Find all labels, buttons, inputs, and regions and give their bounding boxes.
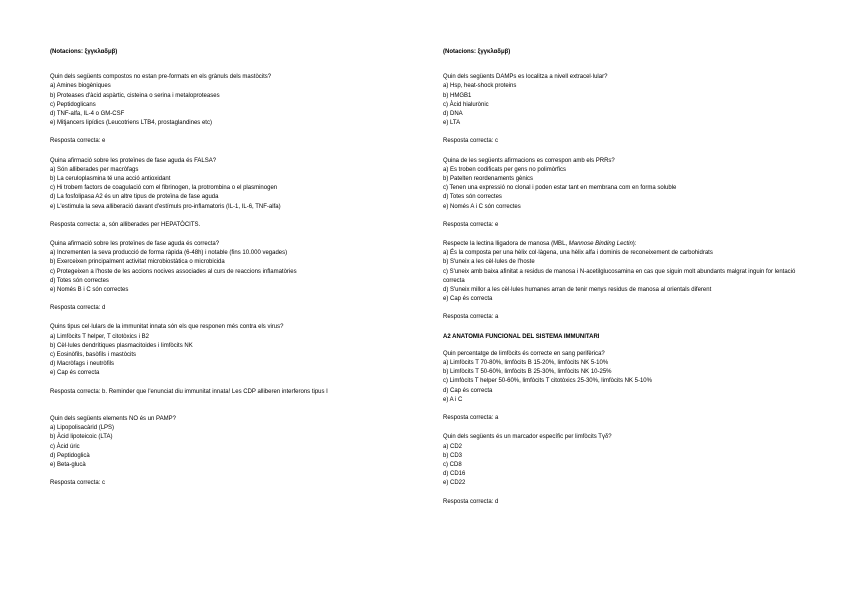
option: a) Són alliberades per macròfags: [50, 166, 139, 173]
question-text: Quina de les següents afirmacions es correspon amb els PRRs?: [443, 157, 615, 164]
question-block: [50, 157, 410, 230]
question-text: [443, 240, 803, 249]
option: b) Limfòcits T 50-60%, limfòcits B 25-30%, limfòcits NK 10-25%: [443, 369, 612, 376]
option: e) Cap és correcta: [443, 296, 493, 303]
option: e) L'estimula la seva alliberació davant d'estímuls pro-inflamatoris (IL-1, IL-6, TNF-alfa): [50, 203, 281, 210]
option: a) Es troben codificats per gens no polimòrfics: [443, 166, 567, 173]
option: d) TNF-alfa, IL-4 o GM-CSF: [50, 111, 125, 118]
option: c) Tenen una expressió no clonal i poden estar tant en membrana com en forma soluble: [443, 185, 677, 192]
option: b) Àcid lipoteicoic (LTA): [50, 434, 113, 441]
question-text: Quin dels següents elements NO és un PAMP?: [50, 415, 176, 422]
option: e) Beta-glucà: [50, 461, 86, 468]
answer-text: Resposta correcta: b. Reminder que l'enunciat diu immunitat innata! Les CDP alliberen interferons tipus I: [50, 388, 328, 395]
notation-header: (Notacions: ξγγκλαδμβ): [50, 49, 118, 55]
right-column: [443, 48, 803, 517]
question-block: [443, 157, 803, 230]
option: a) Incrementen la seva producció de forma ràpida (6-48h) i notable (fins 10.000 vegades): [50, 250, 288, 257]
question-text: Quin dels següents DAMPs es localitza a nivell extracel·lular?: [443, 74, 608, 81]
option: e) Només B i C són correctes: [50, 287, 129, 294]
option: d) Peptidoglicà: [50, 452, 90, 459]
option: d) DNA: [443, 111, 463, 118]
question-text: Quins tipus cel·lulars de la immunitat innata són els que responen més contra els virus?: [50, 324, 284, 331]
option: c) Eosinòfils, basòfils i mastòcits: [50, 352, 137, 359]
option: b) La ceruloplasmina té una acció antioxidant: [50, 176, 171, 183]
option: c) Peptidoglicans: [50, 101, 96, 108]
option: e) LTA: [443, 120, 461, 127]
option: e) Cap és correcta: [50, 370, 100, 377]
option: c) Limfòcits T helper 50-60%, limfòcits T citotòxics 25-30%, limfòcits NK 5-10%: [443, 378, 652, 385]
option: a) Limfòcits T 70-80%, limfòcits B 15-20%, limfòcits NK 5-10%: [443, 360, 609, 367]
notation-header: (Notacions: ξγγκλαδμβ): [443, 49, 511, 55]
question-text: Quina afirmació sobre les proteïnes de fase aguda és FALSA?: [50, 157, 217, 164]
question-block: [443, 433, 803, 506]
question-block: [50, 323, 410, 396]
option: b) HMGB1: [443, 92, 472, 99]
question-block: [50, 73, 410, 146]
option: b) Patelten reordenaments gènics: [443, 176, 534, 183]
option: b) Exerceixen principalment activitat microbiostàtica o microbicida: [50, 259, 225, 266]
question-text: Quin dels següents és un marcador específic per limfòcits Tγδ?: [443, 434, 612, 441]
option: d) CD16: [443, 471, 466, 478]
answer-text: Resposta correcta: c: [443, 138, 499, 145]
option: e) A i C: [443, 396, 463, 403]
question-block: [443, 73, 803, 146]
question-block: [50, 415, 410, 488]
option: c) CD8: [443, 461, 462, 468]
question-suffix: ):: [632, 241, 637, 248]
answer-text: Resposta correcta: e: [50, 138, 106, 145]
question-block: [443, 333, 803, 424]
option: b) Proteases d'àcid aspàrtic, cisteina o serina i metaloproteases: [50, 92, 220, 99]
option: d) Totes són correctes: [443, 194, 502, 201]
answer-text: Resposta correcta: d: [443, 498, 499, 505]
option: e) CD22: [443, 480, 466, 487]
option: d) S'uneix millor a les cèl·lules humanes arran de tenir menys residus de manosa al orientals diferent: [443, 287, 712, 294]
question-prefix: Respecte la lectina lligadora de manosa (MBL,: [443, 241, 569, 248]
answer-text: Resposta correcta: c: [50, 480, 106, 487]
answer-text: Resposta correcta: a, són alliberades per HEPATÒCITS.: [50, 221, 201, 228]
left-column: [50, 48, 410, 498]
question-text: Quin percentatge de limfòcits és correcte en sang perifèrica?: [443, 350, 605, 357]
option: c) Protegeixen a l'hoste de les accions nocives associades al curs de reaccions inflamatòries: [50, 268, 297, 275]
option: a) Amines biogèniques: [50, 83, 111, 90]
option: c) Àcid úric: [50, 443, 80, 450]
option: c) Hi trobem factors de coagulació com el fibrinogen, la protrombina o el plasminogen: [50, 185, 278, 192]
option: a) Lipopolisacàrid (LPS): [50, 425, 115, 432]
section-title: A2 ANATOMIA FUNCIONAL DEL SISTEMA IMMUNITARI: [443, 333, 600, 340]
question-text: Quin dels següents compostos no estan pre-formats en els grànuls dels mastòcits?: [50, 74, 272, 81]
option: a) És la composta per una hèlix col·làgena, una hèlix alfa i dominis de reconeixement de carbohidrats: [443, 250, 713, 257]
answer-text: Resposta correcta: a: [443, 415, 499, 422]
question-block: [50, 240, 410, 313]
option: e) Mitjancers lipídics (Leucotriens LTB4, prostaglandines etc): [50, 120, 212, 127]
option: d) Totes són correctes: [50, 277, 109, 284]
question-text: Quina afirmació sobre les proteïnes de fase aguda és correcta?: [50, 241, 220, 248]
answer-text: Resposta correcta: a: [443, 314, 499, 321]
answer-text: Resposta correcta: e: [443, 221, 499, 228]
question-block: [443, 240, 803, 323]
option: b) Cèl·lules dendrítiques plasmacitoides i limfòcits NK: [50, 342, 193, 349]
option: a) CD2: [443, 443, 463, 450]
option: d) Cap és correcta: [443, 387, 493, 394]
answer-text: Resposta correcta: d: [50, 305, 106, 312]
option: d) La fosfolipasa A2 és un altre tipus de proteïna de fase aguda: [50, 194, 219, 201]
option: e) Només A i C són correctes: [443, 203, 521, 210]
question-italic: Mannose Binding Lectin: [568, 241, 633, 248]
option: a) Limfòcits T helper, T citotòxics i B2: [50, 333, 149, 340]
option: a) Hsp, heat-shock proteins: [443, 83, 517, 90]
option: c) Àcid hialurònic: [443, 101, 489, 108]
option: b) CD3: [443, 452, 463, 459]
option: d) Macròfags i neutròfils: [50, 361, 115, 368]
option: b) S'uneix a les cèl·lules de l'hoste: [443, 259, 535, 266]
option: c) S'uneix amb baixa afinitat a residus de manosa i N-acetilglucosamina en cas que siguin molt abundants malgrat inguin for lentació correcta: [443, 268, 796, 284]
